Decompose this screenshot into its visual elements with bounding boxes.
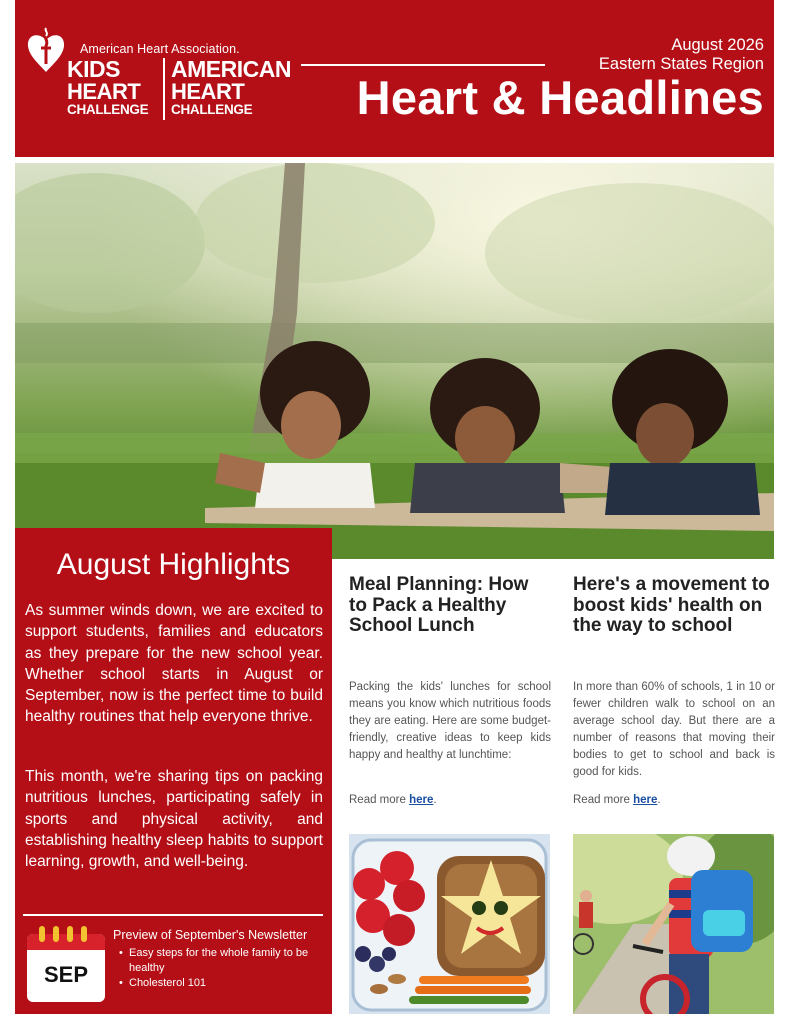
read-more: Read more here. bbox=[573, 794, 661, 806]
article-body: Packing the kids' lunches for school means you know which nutritious foods they are eating. Here are some budget-friendly, creative ideas to keep kids happy and healthy at lunchtime: bbox=[349, 681, 551, 761]
preview-list bbox=[119, 946, 331, 991]
calendar-month: SEP bbox=[43, 962, 89, 987]
org-name: American Heart Association. bbox=[80, 42, 240, 56]
preview-title: Preview of September's Newsletter bbox=[113, 928, 308, 942]
issue-region: Eastern States Region bbox=[598, 55, 764, 73]
newsletter-title: Heart & Headlines bbox=[356, 71, 764, 124]
lunch-box-photo bbox=[349, 834, 550, 1014]
preview-item: • Easy steps for the whole family to be healthy bbox=[119, 946, 331, 976]
hero-photo-children-on-grass bbox=[15, 163, 774, 559]
highlights-title: August Highlights bbox=[56, 548, 291, 581]
aha-logo bbox=[25, 26, 291, 126]
preview-item: • Cholesterol 101 bbox=[119, 976, 331, 991]
august-highlights-panel bbox=[15, 528, 332, 1014]
article-title: Here's a movement to boost kids' health on the way to school bbox=[573, 574, 770, 636]
article-body: In more than 60% of schools, 1 in 10 or fewer children walk to school on an average school day. But there are a number of reasons that moving their bodies to get to school and back is good for kids. bbox=[573, 681, 775, 778]
torch-heart-icon bbox=[25, 26, 67, 74]
newsletter-header bbox=[15, 0, 774, 157]
issue-date: August 2026 bbox=[671, 36, 764, 54]
logo-divider bbox=[163, 58, 165, 120]
kids-heart-challenge-logo: KIDS HEART CHALLENGE bbox=[67, 56, 149, 117]
american-heart-challenge-logo: AMERICAN HEART CHALLENGE bbox=[171, 56, 291, 117]
read-more-link[interactable]: here bbox=[409, 794, 434, 806]
panel-divider bbox=[23, 914, 323, 916]
highlights-paragraph-1: As summer winds down, we are excited to support students, families and educators as they prepare for the new school year. Whether school starts in August or September, now is the perfect time to build healthy routines that help everyone thrive. bbox=[25, 602, 323, 726]
highlights-paragraph-2: This month, we're sharing tips on packing nutritious lunches, participating safely in sports and physical activity, and establishing healthy sleep habits to support learning, growth, and well-being. bbox=[25, 768, 323, 871]
calendar-icon bbox=[25, 926, 107, 1004]
child-biking-photo bbox=[573, 834, 774, 1014]
article-title: Meal Planning: How to Pack a Healthy School Lunch bbox=[349, 574, 529, 636]
header-divider bbox=[301, 64, 545, 66]
read-more-link[interactable]: here bbox=[633, 794, 658, 806]
issue-meta bbox=[599, 36, 764, 74]
read-more: Read more here. bbox=[349, 794, 437, 806]
